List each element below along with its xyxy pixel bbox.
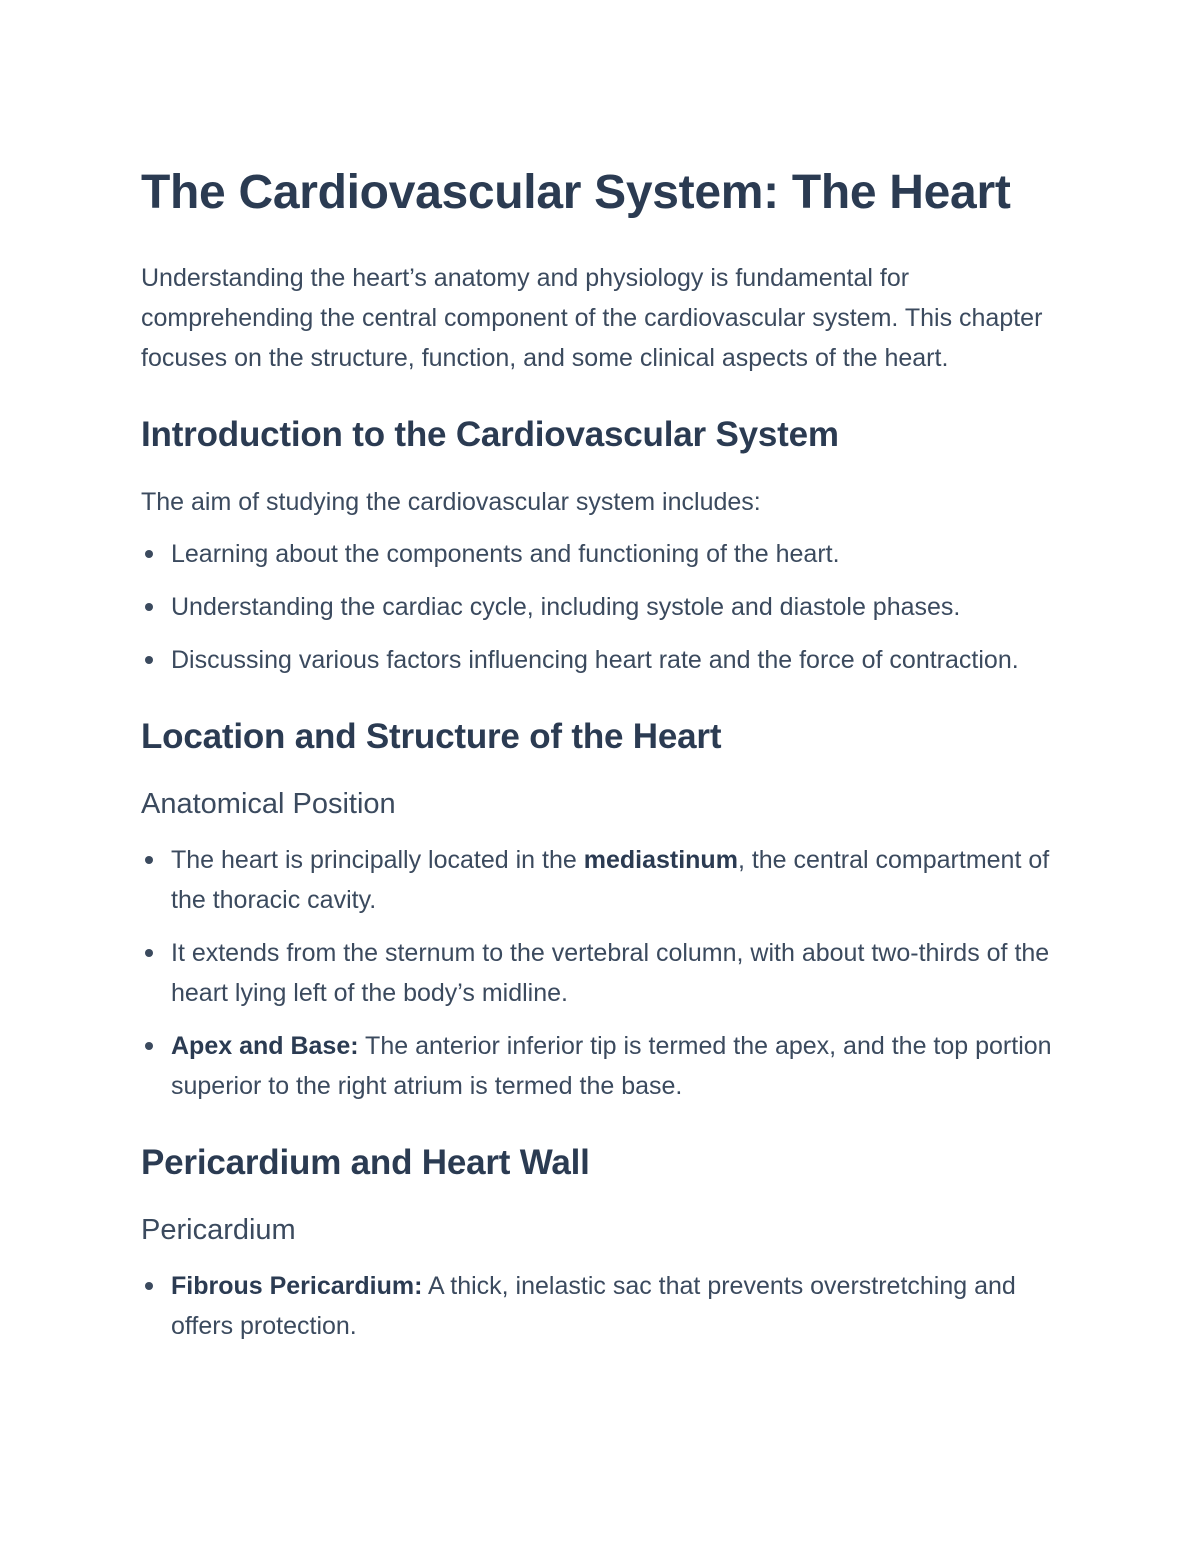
bullet-icon (145, 603, 153, 611)
list-item-text: It extends from the sternum to the vertebral column, with about two-thirds of the heart lying left of the body’s midline. (171, 939, 1050, 1007)
list-item-text: A thick, inelastic sac that prevents overstretching and offers protection. (171, 1272, 1016, 1340)
list-item (141, 933, 1061, 1013)
bullet-icon (145, 1282, 153, 1290)
list-item-bold-term: Apex and Base: (171, 1032, 359, 1060)
subheading-pericardium: Pericardium (141, 1214, 296, 1246)
subheading-anatomical-position: Anatomical Position (141, 788, 396, 820)
list-item-text: The heart is principally located in the (171, 846, 584, 874)
list-item-text: Learning about the components and functioning of the heart. (171, 540, 840, 568)
list-item-bold-term: Fibrous Pericardium: (171, 1272, 423, 1300)
list-item-text: , the central compartment of the thoracic cavity. (171, 846, 1050, 914)
list-item (141, 587, 1061, 627)
list-item (141, 1026, 1061, 1106)
section-heading-introduction: Introduction to the Cardiovascular System (141, 415, 839, 454)
document-content (141, 160, 1061, 1378)
list-item-text: The anterior inferior tip is termed the apex, and the top portion superior to the right atrium is termed the base. (171, 1032, 1052, 1100)
section-heading-location: Location and Structure of the Heart (141, 717, 722, 756)
bullet-icon (145, 656, 153, 664)
bullet-icon (145, 1042, 153, 1050)
list-item (141, 534, 1061, 574)
section-heading-pericardium: Pericardium and Heart Wall (141, 1143, 590, 1182)
pericardium-list (141, 1266, 1061, 1346)
bullet-icon (145, 949, 153, 957)
list-item (141, 640, 1061, 680)
bullet-icon (145, 550, 153, 558)
intro-paragraph: Understanding the heart’s anatomy and physiology is fundamental for comprehending the central component of the cardiovascular system. This chapter focuses on the structure, function, and some clinical aspects of the heart. (141, 264, 1043, 372)
list-item-text: Discussing various factors influencing heart rate and the force of contraction. (171, 646, 1019, 674)
anatomical-position-list (141, 840, 1061, 1106)
list-item-bold-term: mediastinum (583, 846, 738, 874)
list-item (141, 840, 1061, 920)
section-lead-text: The aim of studying the cardiovascular system includes: (141, 488, 761, 516)
list-item-text: Understanding the cardiac cycle, including systole and diastole phases. (171, 593, 961, 621)
bullet-icon (145, 856, 153, 864)
list-item (141, 1266, 1061, 1346)
page-title: The Cardiovascular System: The Heart (141, 166, 1011, 219)
aims-list (141, 534, 1061, 680)
